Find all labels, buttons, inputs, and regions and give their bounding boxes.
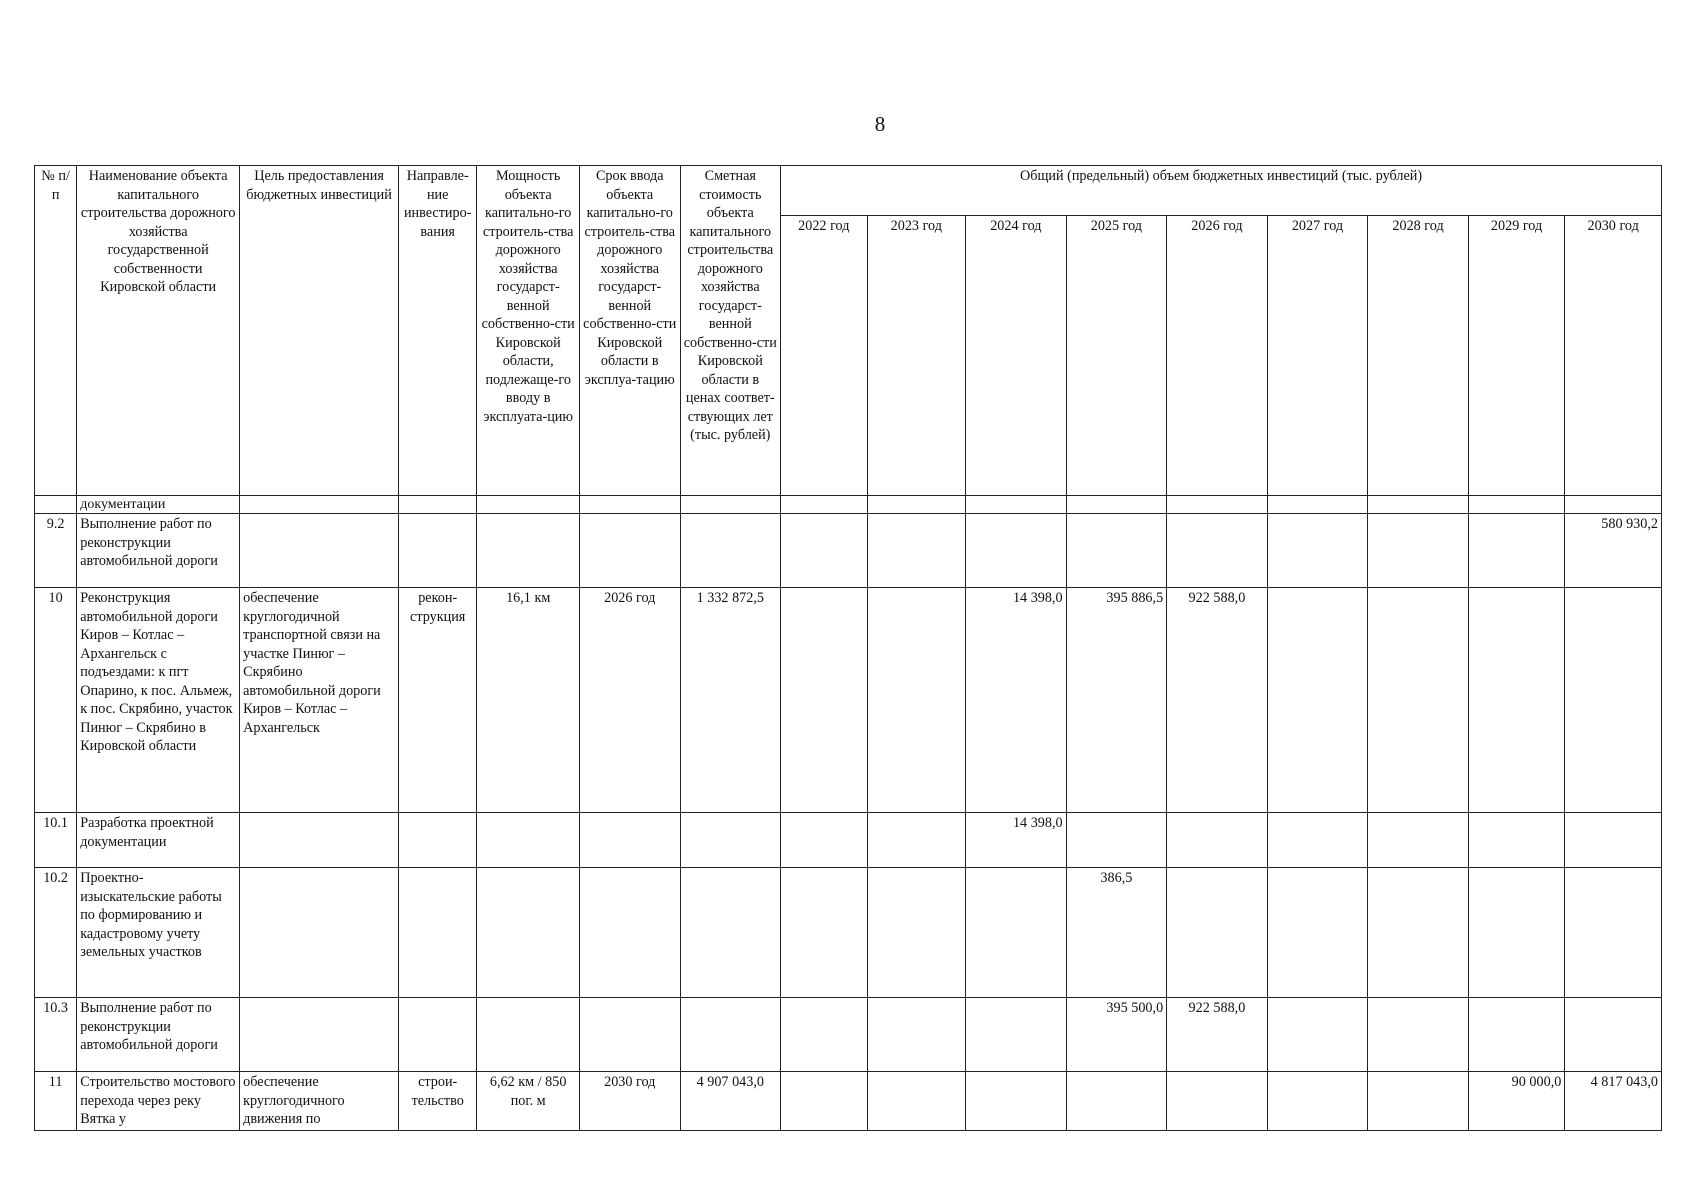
row-goal xyxy=(240,998,399,1072)
row-direction xyxy=(398,514,476,588)
row-y2029: 90 000,0 xyxy=(1468,1072,1565,1131)
row-y2028 xyxy=(1368,496,1469,514)
investment-table xyxy=(34,165,1662,1131)
row-cost: 1 332 872,5 xyxy=(680,588,781,813)
row-y2024: 14 398,0 xyxy=(966,588,1067,813)
row-num: 10.3 xyxy=(35,998,77,1072)
row-y2024 xyxy=(966,514,1067,588)
row-goal: обеспечение круглогодичной транспортной связи на участке Пинюг – Скрябино автомобильной дороги Киров – Котлас – Архангельск xyxy=(240,588,399,813)
row-y2022 xyxy=(781,1072,867,1131)
row-y2026: 922 588,0 xyxy=(1167,588,1268,813)
row-term xyxy=(579,998,680,1072)
year-header: 2025 год xyxy=(1066,216,1167,496)
row-capacity xyxy=(477,514,580,588)
year-header: 2023 год xyxy=(867,216,966,496)
row-num: 11 xyxy=(35,1072,77,1131)
row-name: документации xyxy=(77,496,240,514)
row-capacity xyxy=(477,813,580,868)
row-name: Проектно-изыскательские работы по формированию и кадастровому учету земельных участков xyxy=(77,868,240,998)
row-y2027 xyxy=(1267,813,1368,868)
row-term xyxy=(579,813,680,868)
row-cost xyxy=(680,868,781,998)
row-y2024 xyxy=(966,1072,1067,1131)
row-goal xyxy=(240,514,399,588)
row-y2022 xyxy=(781,813,867,868)
row-term: 2030 год xyxy=(579,1072,680,1131)
row-y2029 xyxy=(1468,998,1565,1072)
row-y2022 xyxy=(781,998,867,1072)
table-row xyxy=(35,868,1662,998)
row-num: 10.1 xyxy=(35,813,77,868)
row-direction xyxy=(398,813,476,868)
row-y2025: 395 886,5 xyxy=(1066,588,1167,813)
row-num: 10.2 xyxy=(35,868,77,998)
row-goal xyxy=(240,868,399,998)
row-y2030: 580 930,2 xyxy=(1565,514,1662,588)
row-num xyxy=(35,496,77,514)
row-term xyxy=(579,496,680,514)
row-term xyxy=(579,514,680,588)
header-total: Общий (предельный) объем бюджетных инвестиций (тыс. рублей) xyxy=(781,166,1662,216)
row-y2023 xyxy=(867,868,966,998)
row-y2026 xyxy=(1167,868,1268,998)
header-direction: Направле-ние инвестиро-вания xyxy=(398,166,476,496)
header-num: № п/п xyxy=(35,166,77,496)
row-y2027 xyxy=(1267,998,1368,1072)
row-y2030 xyxy=(1565,998,1662,1072)
table-row xyxy=(35,998,1662,1072)
row-capacity: 16,1 км xyxy=(477,588,580,813)
row-y2026 xyxy=(1167,813,1268,868)
year-header: 2027 год xyxy=(1267,216,1368,496)
row-y2023 xyxy=(867,998,966,1072)
row-cost xyxy=(680,514,781,588)
row-y2030: 4 817 043,0 xyxy=(1565,1072,1662,1131)
row-goal xyxy=(240,496,399,514)
row-y2029 xyxy=(1468,813,1565,868)
row-y2028 xyxy=(1368,813,1469,868)
row-y2027 xyxy=(1267,1072,1368,1131)
row-y2025 xyxy=(1066,496,1167,514)
row-cost xyxy=(680,496,781,514)
row-y2022 xyxy=(781,588,867,813)
row-goal: обеспечение круглогодичного движения по xyxy=(240,1072,399,1131)
row-y2027 xyxy=(1267,868,1368,998)
row-name: Реконструкция автомобильной дороги Киров – Котлас – Архангельск с подъездами: к пгт Опарино, к пос. Альмеж, к пос. Скрябино, участок Пинюг – Скрябино в Кировской области xyxy=(77,588,240,813)
row-direction xyxy=(398,998,476,1072)
row-direction: рекон-струкция xyxy=(398,588,476,813)
row-y2025 xyxy=(1066,1072,1167,1131)
row-y2024 xyxy=(966,868,1067,998)
row-y2023 xyxy=(867,514,966,588)
row-capacity xyxy=(477,868,580,998)
row-y2022 xyxy=(781,514,867,588)
row-y2028 xyxy=(1368,998,1469,1072)
row-capacity: 6,62 км / 850 пог. м xyxy=(477,1072,580,1131)
row-term: 2026 год xyxy=(579,588,680,813)
year-header: 2029 год xyxy=(1468,216,1565,496)
row-y2024 xyxy=(966,998,1067,1072)
row-y2029 xyxy=(1468,496,1565,514)
row-y2025 xyxy=(1066,514,1167,588)
year-header: 2028 год xyxy=(1368,216,1469,496)
row-y2025: 395 500,0 xyxy=(1066,998,1167,1072)
row-num: 9.2 xyxy=(35,514,77,588)
row-y2023 xyxy=(867,496,966,514)
row-cost xyxy=(680,998,781,1072)
row-direction xyxy=(398,868,476,998)
row-y2023 xyxy=(867,1072,966,1131)
year-header: 2024 год xyxy=(966,216,1067,496)
row-cost xyxy=(680,813,781,868)
table-row xyxy=(35,514,1662,588)
header-cost: Сметная стоимость объекта капитального строительства дорожного хозяйства государст-венной собственно-сти Кировской области в ценах соответ-ствующих лет (тыс. рублей) xyxy=(680,166,781,496)
row-y2027 xyxy=(1267,496,1368,514)
row-y2026 xyxy=(1167,496,1268,514)
header-goal: Цель предоставления бюджетных инвестиций xyxy=(240,166,399,496)
row-y2023 xyxy=(867,813,966,868)
row-name: Выполнение работ по реконструкции автомобильной дороги xyxy=(77,998,240,1072)
header-row xyxy=(35,166,1662,216)
year-header: 2026 год xyxy=(1167,216,1268,496)
row-y2029 xyxy=(1468,514,1565,588)
header-term: Срок ввода объекта капитально-го строитель-ства дорожного хозяйства государст-венной собственно-сти Кировской области в эксплуа-тацию xyxy=(579,166,680,496)
row-direction: строи-тельство xyxy=(398,1072,476,1131)
row-y2026: 922 588,0 xyxy=(1167,998,1268,1072)
row-term xyxy=(579,868,680,998)
year-header: 2022 год xyxy=(781,216,867,496)
row-capacity xyxy=(477,998,580,1072)
row-y2023 xyxy=(867,588,966,813)
row-name: Разработка проектной документации xyxy=(77,813,240,868)
row-y2029 xyxy=(1468,588,1565,813)
row-y2027 xyxy=(1267,514,1368,588)
row-cost: 4 907 043,0 xyxy=(680,1072,781,1131)
row-y2025 xyxy=(1066,813,1167,868)
row-y2029 xyxy=(1468,868,1565,998)
row-direction xyxy=(398,496,476,514)
row-goal xyxy=(240,813,399,868)
row-y2028 xyxy=(1368,1072,1469,1131)
row-y2030 xyxy=(1565,868,1662,998)
row-y2022 xyxy=(781,496,867,514)
row-capacity xyxy=(477,496,580,514)
row-y2027 xyxy=(1267,588,1368,813)
row-name: Строительство мостового перехода через реку Вятка у xyxy=(77,1072,240,1131)
row-y2026 xyxy=(1167,514,1268,588)
row-y2030 xyxy=(1565,813,1662,868)
row-y2026 xyxy=(1167,1072,1268,1131)
row-name: Выполнение работ по реконструкции автомобильной дороги xyxy=(77,514,240,588)
row-y2028 xyxy=(1368,514,1469,588)
row-y2024: 14 398,0 xyxy=(966,813,1067,868)
year-header: 2030 год xyxy=(1565,216,1662,496)
row-y2028 xyxy=(1368,868,1469,998)
table-row xyxy=(35,496,1662,514)
table-row xyxy=(35,813,1662,868)
table-row xyxy=(35,1072,1662,1131)
row-y2028 xyxy=(1368,588,1469,813)
header-capacity: Мощность объекта капитально-го строитель-ства дорожного хозяйства государст-венной собственно-сти Кировской области, подлежаще-го вводу в эксплуата-цию xyxy=(477,166,580,496)
page-number: 8 xyxy=(874,112,886,136)
row-y2025: 386,5 xyxy=(1066,868,1167,998)
header-name: Наименование объекта капитального строительства дорожного хозяйства государственной собственности Кировской области xyxy=(77,166,240,496)
row-y2030 xyxy=(1565,496,1662,514)
row-y2024 xyxy=(966,496,1067,514)
row-num: 10 xyxy=(35,588,77,813)
row-y2030 xyxy=(1565,588,1662,813)
row-y2022 xyxy=(781,868,867,998)
table-row xyxy=(35,588,1662,813)
